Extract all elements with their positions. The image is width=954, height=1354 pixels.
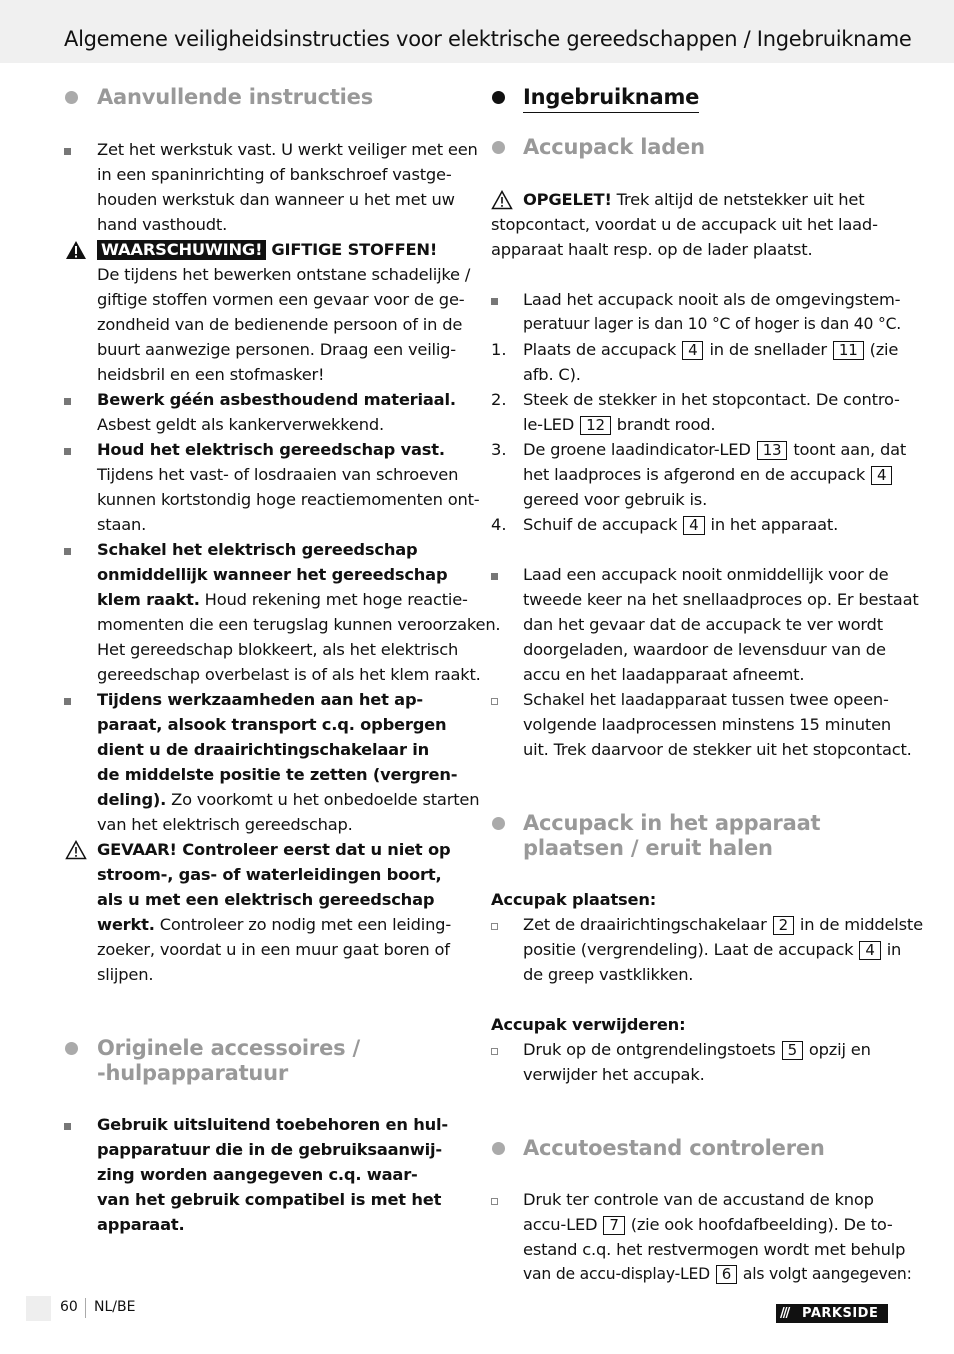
language-code: NL/BE (94, 1299, 136, 1315)
section-title-accutoestand: Accutoestand controleren (523, 1136, 825, 1160)
text-bold: werkt. (97, 915, 155, 934)
section-title-accupack-plaatsen-2: plaatsen / eruit halen (523, 836, 773, 860)
text-line: Zet het werkstuk vast. U werkt veiliger met een (97, 140, 478, 159)
text-line: staan. (97, 515, 147, 534)
text-line: Schakel het elektrisch gereedschap (97, 540, 418, 559)
step-number: 3. (491, 440, 507, 459)
caution-heading: OPGELET! (523, 190, 612, 209)
text-span: in (886, 940, 902, 959)
text-line: in een spaninrichting of bankschroef vastge- (97, 165, 452, 184)
text-line (523, 937, 901, 962)
subheading-verwijderen: Accupak verwijderen: (491, 1015, 686, 1034)
caution-outline-icon (491, 190, 513, 210)
page-header (0, 0, 954, 63)
section-title-accessoires: Originele accessoires / (97, 1036, 360, 1060)
text-span: als volgt aangegeven: (742, 1265, 912, 1283)
bullet-icon (491, 298, 498, 305)
text-line (523, 337, 898, 362)
text-span: (zie ook hoofdafbeelding). De to- (630, 1215, 893, 1234)
text-line: GEVAAR! Controleer eerst dat u niet op (97, 840, 451, 859)
text-line (97, 912, 451, 937)
ref-box: 4 (871, 466, 892, 485)
text-line (523, 187, 864, 212)
text-line (523, 412, 715, 437)
section-title-accupack-plaatsen: Accupack in het apparaat (523, 811, 821, 835)
warning-heading: GIFTIGE STOFFEN! (271, 240, 438, 259)
step-number: 2. (491, 390, 507, 409)
text-line: apparaat. (97, 1215, 185, 1234)
text-span: positie (vergrendeling). Laat de accupack (523, 940, 854, 959)
text-line: volgende laadprocessen minstens 15 minuten (523, 715, 892, 734)
bullet-icon (64, 698, 71, 705)
section-title-ingebruikname: Ingebruikname (523, 85, 699, 113)
step-bullet-icon (491, 698, 498, 705)
step-bullet-icon (491, 1198, 498, 1205)
text-line: kunnen kortstondig hoge reactiemomenten ont- (97, 490, 480, 509)
text-line (523, 1262, 912, 1287)
warning-line (97, 237, 437, 262)
text-line: Steek de stekker in het stopcontact. De contro- (523, 390, 900, 409)
text-line (97, 587, 468, 612)
section-bullet-icon (65, 91, 78, 104)
text-line: Druk ter controle van de accustand de knop (523, 1190, 874, 1209)
bullet-icon (64, 1123, 71, 1130)
text-line: Laad het accupack nooit als de omgevingstem- (523, 290, 901, 309)
text-line: onmiddellijk wanneer het gereedschap (97, 565, 448, 584)
text-line (523, 1037, 871, 1062)
text-line: apparaat haalt resp. op de lader plaatst. (491, 240, 813, 259)
text-line: uit. Trek daarvoor de stekker uit het stopcontact. (523, 740, 912, 759)
text-span: Plaats de accupack (523, 340, 677, 359)
text-line: giftige stoffen vormen een gevaar voor de ge- (97, 290, 465, 309)
text-line: momenten die een terugslag kunnen veroorzaken. (97, 615, 501, 634)
text-line: papparatuur die in de gebruiksaanwij- (97, 1140, 442, 1159)
text-line: Gebruik uitsluitend toebehoren en hul- (97, 1115, 448, 1134)
text-line: Het gereedschap blokkeert, als het elektrisch (97, 640, 459, 659)
text-line: Tijdens het vast- of losdraaien van schroeven (97, 465, 459, 484)
section-title-accessoires-2: -hulpapparatuur (97, 1061, 289, 1085)
section-bullet-icon (492, 91, 505, 104)
text-span: in het apparaat. (710, 515, 839, 534)
text-line: afb. C). (523, 365, 581, 384)
ref-box: 12 (580, 416, 611, 435)
text-span: Zet de draairichtingschakelaar (523, 915, 767, 934)
text-line: doorgeladen, waardoor de levensduur van de (523, 640, 886, 659)
text-span: Zo voorkomt u het onbedoelde starten (166, 790, 480, 809)
text-line: slijpen. (97, 965, 154, 984)
text-line: de greep vastklikken. (523, 965, 694, 984)
text-line: gereed voor gebruik is. (523, 490, 708, 509)
text-line: zondheid van de bedienende persoon of in de (97, 315, 463, 334)
bullet-icon (64, 548, 71, 555)
ref-box: 4 (683, 516, 704, 535)
section-bullet-icon (492, 141, 505, 154)
text-line (523, 512, 838, 537)
text-line: buurt aanwezige personen. Draag een veilig- (97, 340, 456, 359)
text-span: Houd rekening met hoge reactie- (199, 590, 468, 609)
text-line: Bewerk géén asbesthoudend materiaal. (97, 390, 456, 409)
text-line: zing worden aangegeven c.q. waar- (97, 1165, 418, 1184)
page-title: Algemene veiligheidsinstructies voor elektrische gereedschappen / Ingebruikname (64, 27, 912, 51)
text-span: Schuif de accupack (523, 515, 678, 534)
text-line: heidsbril en een stofmasker! (97, 365, 325, 384)
text-line: Tijdens werkzaamheden aan het ap- (97, 690, 423, 709)
text-line: estand c.q. het restvermogen wordt met behulp (523, 1240, 906, 1259)
text-line: van het elektrisch gereedschap. (97, 815, 353, 834)
text-line: accu en het laadapparaat afneemt. (523, 665, 805, 684)
text-span: De groene laadindicator-LED (523, 440, 751, 459)
ref-box: 4 (859, 941, 880, 960)
text-span: van de accu-display-LED (523, 1265, 710, 1283)
ref-box: 11 (833, 341, 864, 360)
bullet-icon (64, 398, 71, 405)
ref-box: 6 (716, 1265, 737, 1284)
warning-badge: WAARSCHUWING! (97, 240, 266, 260)
text-line (523, 1212, 893, 1237)
text-line: Schakel het laadapparaat tussen twee opeen- (523, 690, 889, 709)
text-span: le-LED (523, 415, 575, 434)
text-span: accu-LED (523, 1215, 598, 1234)
section-bullet-icon (492, 1142, 505, 1155)
text-line (523, 912, 923, 937)
section-title-accupack-laden: Accupack laden (523, 135, 705, 159)
section-bullet-icon (65, 1042, 78, 1055)
text-line: stopcontact, voordat u de accupack uit het laad- (491, 215, 878, 234)
text-bold: deling). (97, 790, 167, 809)
brand-logo (776, 1304, 888, 1323)
text-line: dient u de draairichtingschakelaar in (97, 740, 430, 759)
text-line: zoeker, voordat u in een muur gaat boren of (97, 940, 450, 959)
text-span: brandt rood. (616, 415, 716, 434)
text-bold: klem raakt. (97, 590, 200, 609)
ref-box: 13 (757, 441, 788, 460)
text-line: houden werkstuk dan wanneer u het met uw (97, 190, 455, 209)
step-bullet-icon (491, 1048, 498, 1055)
text-line: gereedschap overbelast is of als het klem raakt. (97, 665, 481, 684)
text-span: Druk op de ontgrendelingstoets (523, 1040, 776, 1059)
text-span: opzij en (808, 1040, 871, 1059)
step-bullet-icon (491, 923, 498, 930)
step-number: 4. (491, 515, 507, 534)
ref-box: 2 (773, 916, 794, 935)
text-line: van het gebruik compatibel is met het (97, 1190, 442, 1209)
section-title-aanvullende: Aanvullende instructies (97, 85, 374, 109)
text-span: toont aan, dat (793, 440, 907, 459)
text-line: als u met een elektrisch gereedschap (97, 890, 435, 909)
text-span: in de middelste (799, 915, 923, 934)
text-line (523, 437, 906, 462)
text-line: verwijder het accupak. (523, 1065, 705, 1084)
brand-name: PARKSIDE (802, 1306, 879, 1321)
text-line: Houd het elektrisch gereedschap vast. (97, 440, 445, 459)
ref-box: 4 (682, 341, 703, 360)
text-line: Laad een accupack nooit onmiddellijk voor de (523, 565, 889, 584)
text-line: Asbest geldt als kankerverwekkend. (97, 415, 384, 434)
text-line: dan het gevaar dat de accupack te ver wordt (523, 615, 883, 634)
bullet-icon (491, 573, 498, 580)
ref-box: 5 (782, 1041, 803, 1060)
text-span: Controleer zo nodig met een leiding- (154, 915, 451, 934)
page-number: 60 (60, 1299, 78, 1315)
section-bullet-icon (492, 817, 505, 830)
text-span: het laadproces is afgerond en de accupack (523, 465, 866, 484)
step-number: 1. (491, 340, 507, 359)
text-span: in de snellader (709, 340, 827, 359)
text-span: Trek altijd de netstekker uit het (611, 190, 865, 209)
subheading-plaatsen: Accupak plaatsen: (491, 890, 657, 909)
text-span: (zie (869, 340, 899, 359)
footer-marker (26, 1296, 51, 1321)
bullet-icon (64, 448, 71, 455)
text-line: tweede keer na het snellaadproces op. Er bestaat (523, 590, 919, 609)
text-line (523, 462, 893, 487)
text-line: stroom-, gas- of waterleidingen boort, (97, 865, 442, 884)
footer-divider (85, 1298, 86, 1318)
text-line: hand vasthoudt. (97, 215, 228, 234)
warning-filled-icon (65, 240, 87, 260)
text-line: peratuur lager is dan 10 °C of hoger is dan 40 °C. (523, 315, 902, 333)
bullet-icon (64, 148, 71, 155)
ref-box: 7 (603, 1216, 624, 1235)
text-line (97, 787, 479, 812)
text-line: paraat, alsook transport c.q. opbergen (97, 715, 447, 734)
text-line: de middelste positie te zetten (vergren- (97, 765, 458, 784)
brand-mark: /// (780, 1306, 789, 1321)
text-line: De tijdens het bewerken ontstane schadelijke / (97, 265, 471, 284)
warning-outline-icon (65, 840, 87, 860)
